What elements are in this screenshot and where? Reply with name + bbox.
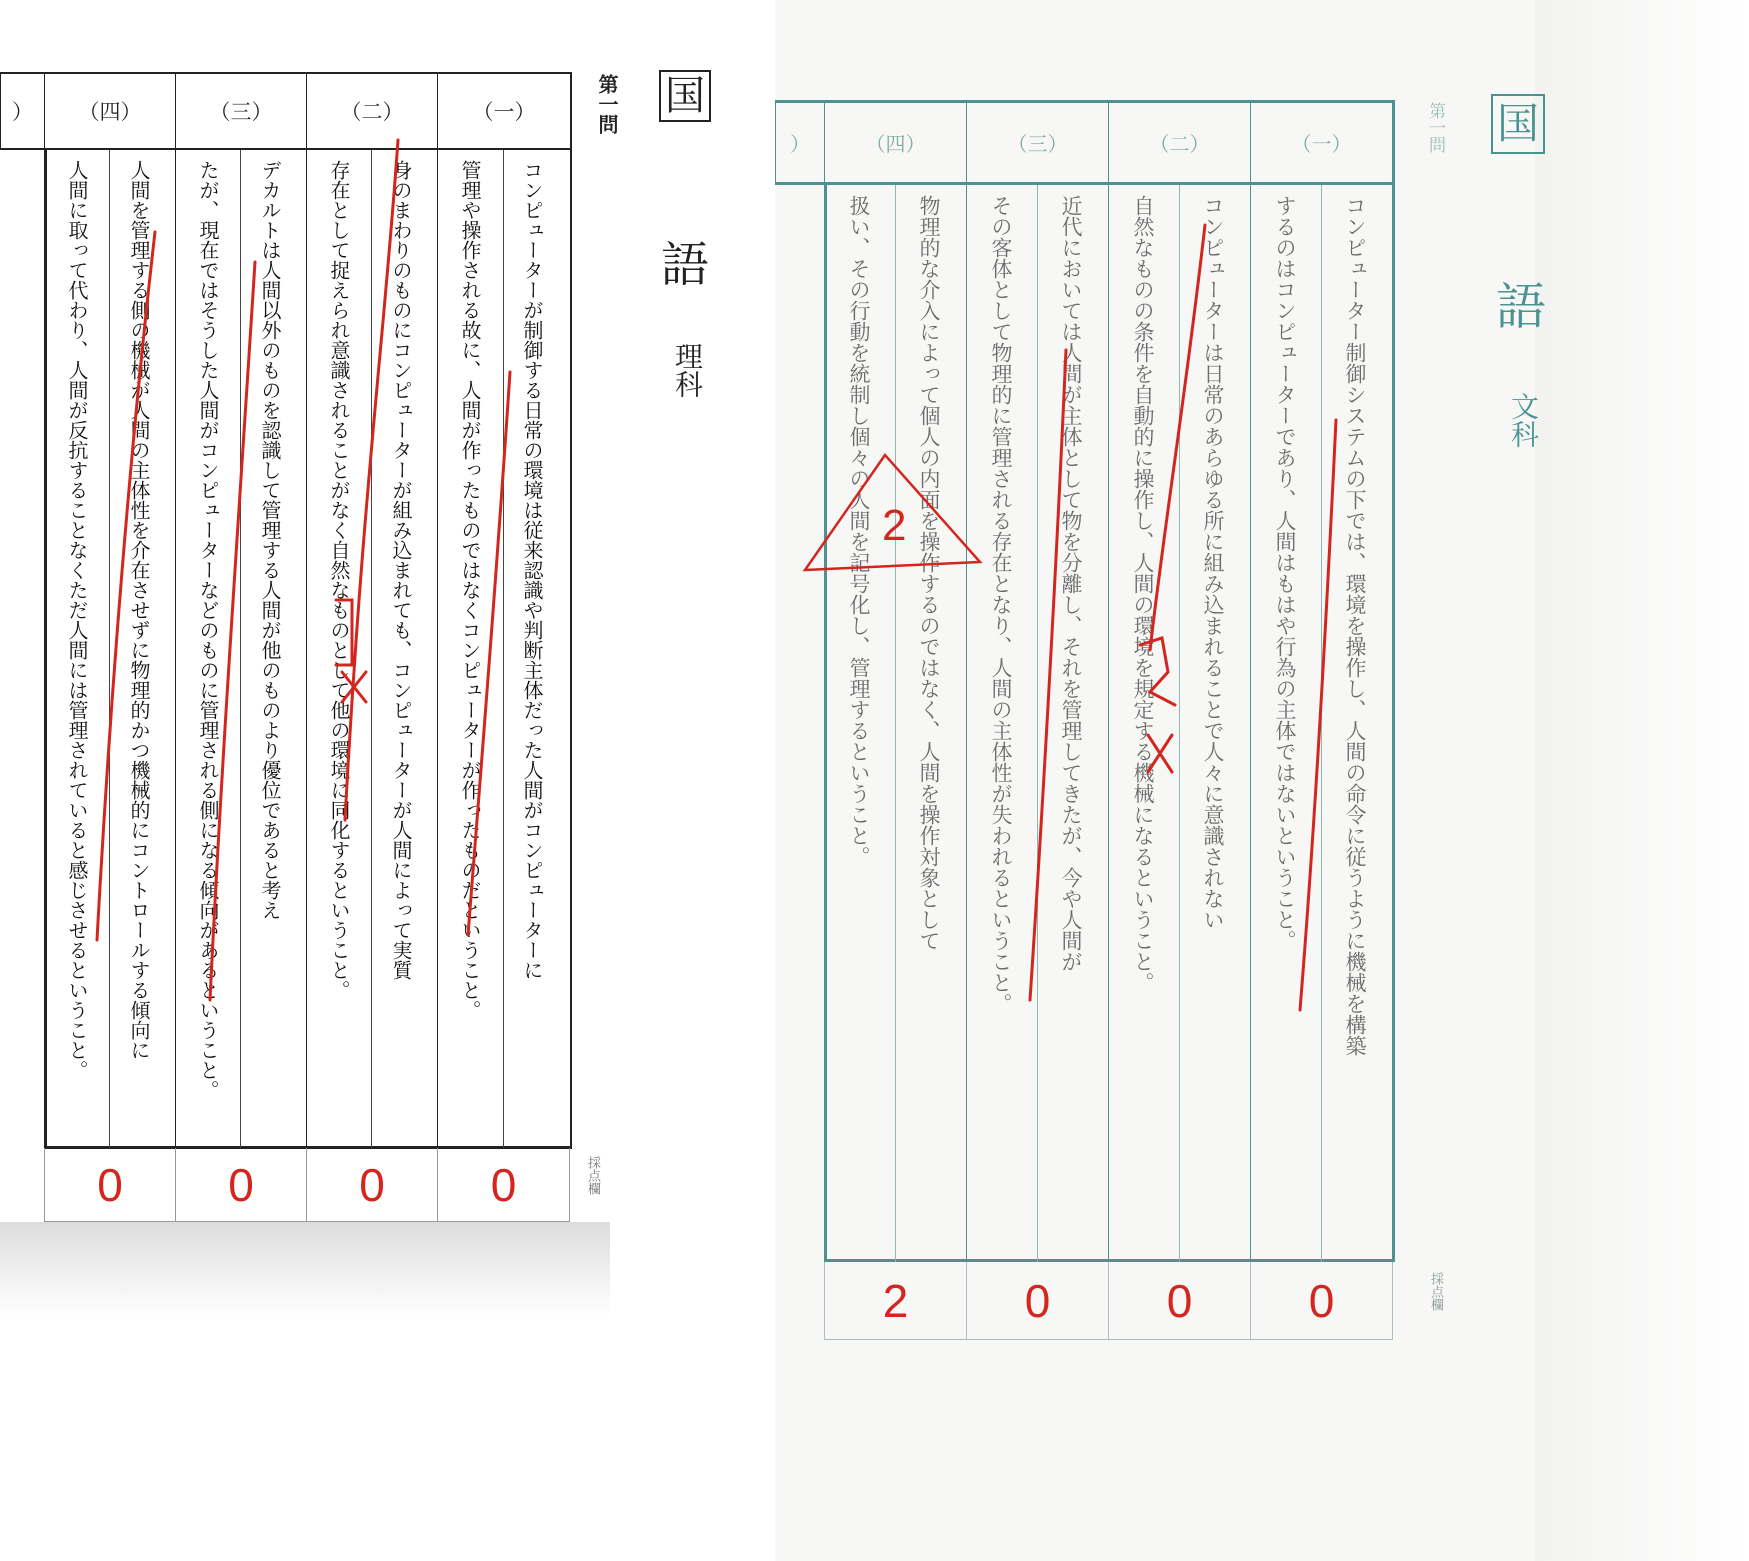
line-divider — [1321, 185, 1322, 1262]
score-cell-q2 — [306, 1148, 437, 1222]
track-label: 文科 — [1507, 392, 1540, 448]
line-divider — [1179, 185, 1180, 1262]
score-value: 0 — [228, 1158, 254, 1211]
header-label: ） — [12, 100, 33, 124]
score-cell-q4 — [824, 1262, 966, 1340]
header-cell-q1 — [1250, 100, 1395, 185]
score-cell-q2 — [1108, 1262, 1250, 1340]
answer-line: たが、現在ではそうした人間がコンピューターなどのものに管理される側になる傾向があるということ。 — [196, 160, 220, 1100]
answer-line: その客体として物理的に管理される存在となり、人間の主体性が失われるということ。 — [989, 195, 1013, 1014]
answer-line: 身のまわりのものにコンピューターが組み込まれても、コンピューターが人間によって実質 — [389, 160, 413, 980]
header-label: （四） — [865, 134, 926, 156]
answer-line: コンピューター制御システムの下では、環境を操作し、人間の命令に従うように機械を構築 — [1343, 195, 1367, 1056]
header-cell-q1 — [437, 72, 572, 150]
header-label: ） — [790, 134, 810, 156]
header-label: （二） — [340, 100, 404, 124]
header-cell-q3 — [175, 72, 306, 150]
score-label: 採点欄 — [1428, 1272, 1443, 1311]
header-label: （一） — [1291, 134, 1352, 156]
header-cell-cut — [0, 72, 44, 150]
score-value: 0 — [359, 1158, 385, 1211]
line-divider — [503, 150, 504, 1148]
question-number: 第一問 — [1425, 102, 1445, 153]
score-value: 0 — [1166, 1274, 1193, 1327]
subject-box: 国 — [1491, 94, 1545, 154]
score-cell-q1 — [1250, 1262, 1393, 1340]
score-cell-q3 — [175, 1148, 306, 1222]
header-label: （四） — [78, 100, 142, 124]
header-label: （二） — [1149, 134, 1210, 156]
score-cell-q3 — [966, 1262, 1108, 1340]
answer-cell-q1 — [1250, 185, 1395, 1262]
question-number: 第一問 — [595, 74, 619, 134]
score-value: 0 — [1308, 1274, 1335, 1327]
header-label: （一） — [472, 100, 536, 124]
score-label: 採点欄 — [585, 1156, 600, 1195]
subject-char: 語 — [660, 237, 709, 293]
answer-line: 存在として捉えられ意識されることがなく自然なものとして他の環境に同化するということ。 — [327, 160, 351, 1000]
line-divider — [371, 150, 372, 1148]
answer-line: 管理や操作される故に、人間が作ったものではなくコンピューターが作ったものだということ。 — [458, 160, 482, 1020]
score-value: 0 — [97, 1158, 123, 1211]
header-cell-cut — [775, 100, 824, 185]
answer-line: 近代においては人間が主体として物を分離し、それを管理してきたが、今や人間が — [1059, 195, 1083, 972]
answer-line: デカルトは人間以外のものを認識して管理する人間が他のものより優位であると考え — [258, 160, 282, 920]
answer-line: 物理的な介入によって個人の内面を操作するのではなく、人間を操作対象として — [917, 195, 941, 951]
answer-line: 人間を管理する側の機械が人間の主体性を介在させずに物理的かつ機械的にコントロールする傾向に — [127, 160, 151, 1060]
answer-sheet-humanities — [775, 0, 1749, 1561]
header-label: （三） — [209, 100, 273, 124]
answer-line: 人間に取って代わり、人間が反抗することなくただ人間には管理されていると感じさせるということ。 — [65, 160, 89, 1080]
answer-line: 自然なものの条件を自動的に操作し、人間の環境を規定する機械になるということ。 — [1131, 195, 1155, 993]
triangle-score: 2 — [882, 501, 907, 550]
track-label: 理科 — [671, 342, 704, 398]
answer-line: 扱い、その行動を統制し個々の人間を記号化し、管理するということ。 — [847, 195, 871, 867]
header-cell-q4 — [824, 100, 966, 185]
line-divider — [1037, 185, 1038, 1262]
header-cell-q4 — [44, 72, 175, 150]
score-value: 2 — [882, 1274, 909, 1327]
answer-line: コンピューターが制御する日常の環境は従来認識や判断主体だった人間がコンピューターに — [520, 160, 544, 980]
answer-line: するのはコンピューターであり、人間はもはや行為の主体ではないということ。 — [1273, 195, 1297, 951]
subject-box: 国 — [659, 70, 711, 122]
score-value: 0 — [1024, 1274, 1051, 1327]
header-label: （三） — [1007, 134, 1068, 156]
answer-sheet-science — [0, 0, 740, 1561]
line-divider — [895, 185, 896, 1262]
header-cell-q2 — [306, 72, 437, 150]
score-value: 0 — [490, 1158, 517, 1211]
subject-char: 語 — [1496, 278, 1546, 336]
header-cell-q3 — [966, 100, 1108, 185]
score-cell-q4 — [44, 1148, 175, 1222]
line-divider — [109, 150, 110, 1148]
line-divider — [240, 150, 241, 1148]
paper-edge — [1535, 0, 1749, 1561]
score-cell-q1 — [437, 1148, 570, 1222]
header-cell-q2 — [1108, 100, 1250, 185]
paper-shadow — [0, 1222, 610, 1317]
answer-line: コンピューターは日常のあらゆる所に組み込まれることで人々に意識されない — [1201, 195, 1225, 930]
